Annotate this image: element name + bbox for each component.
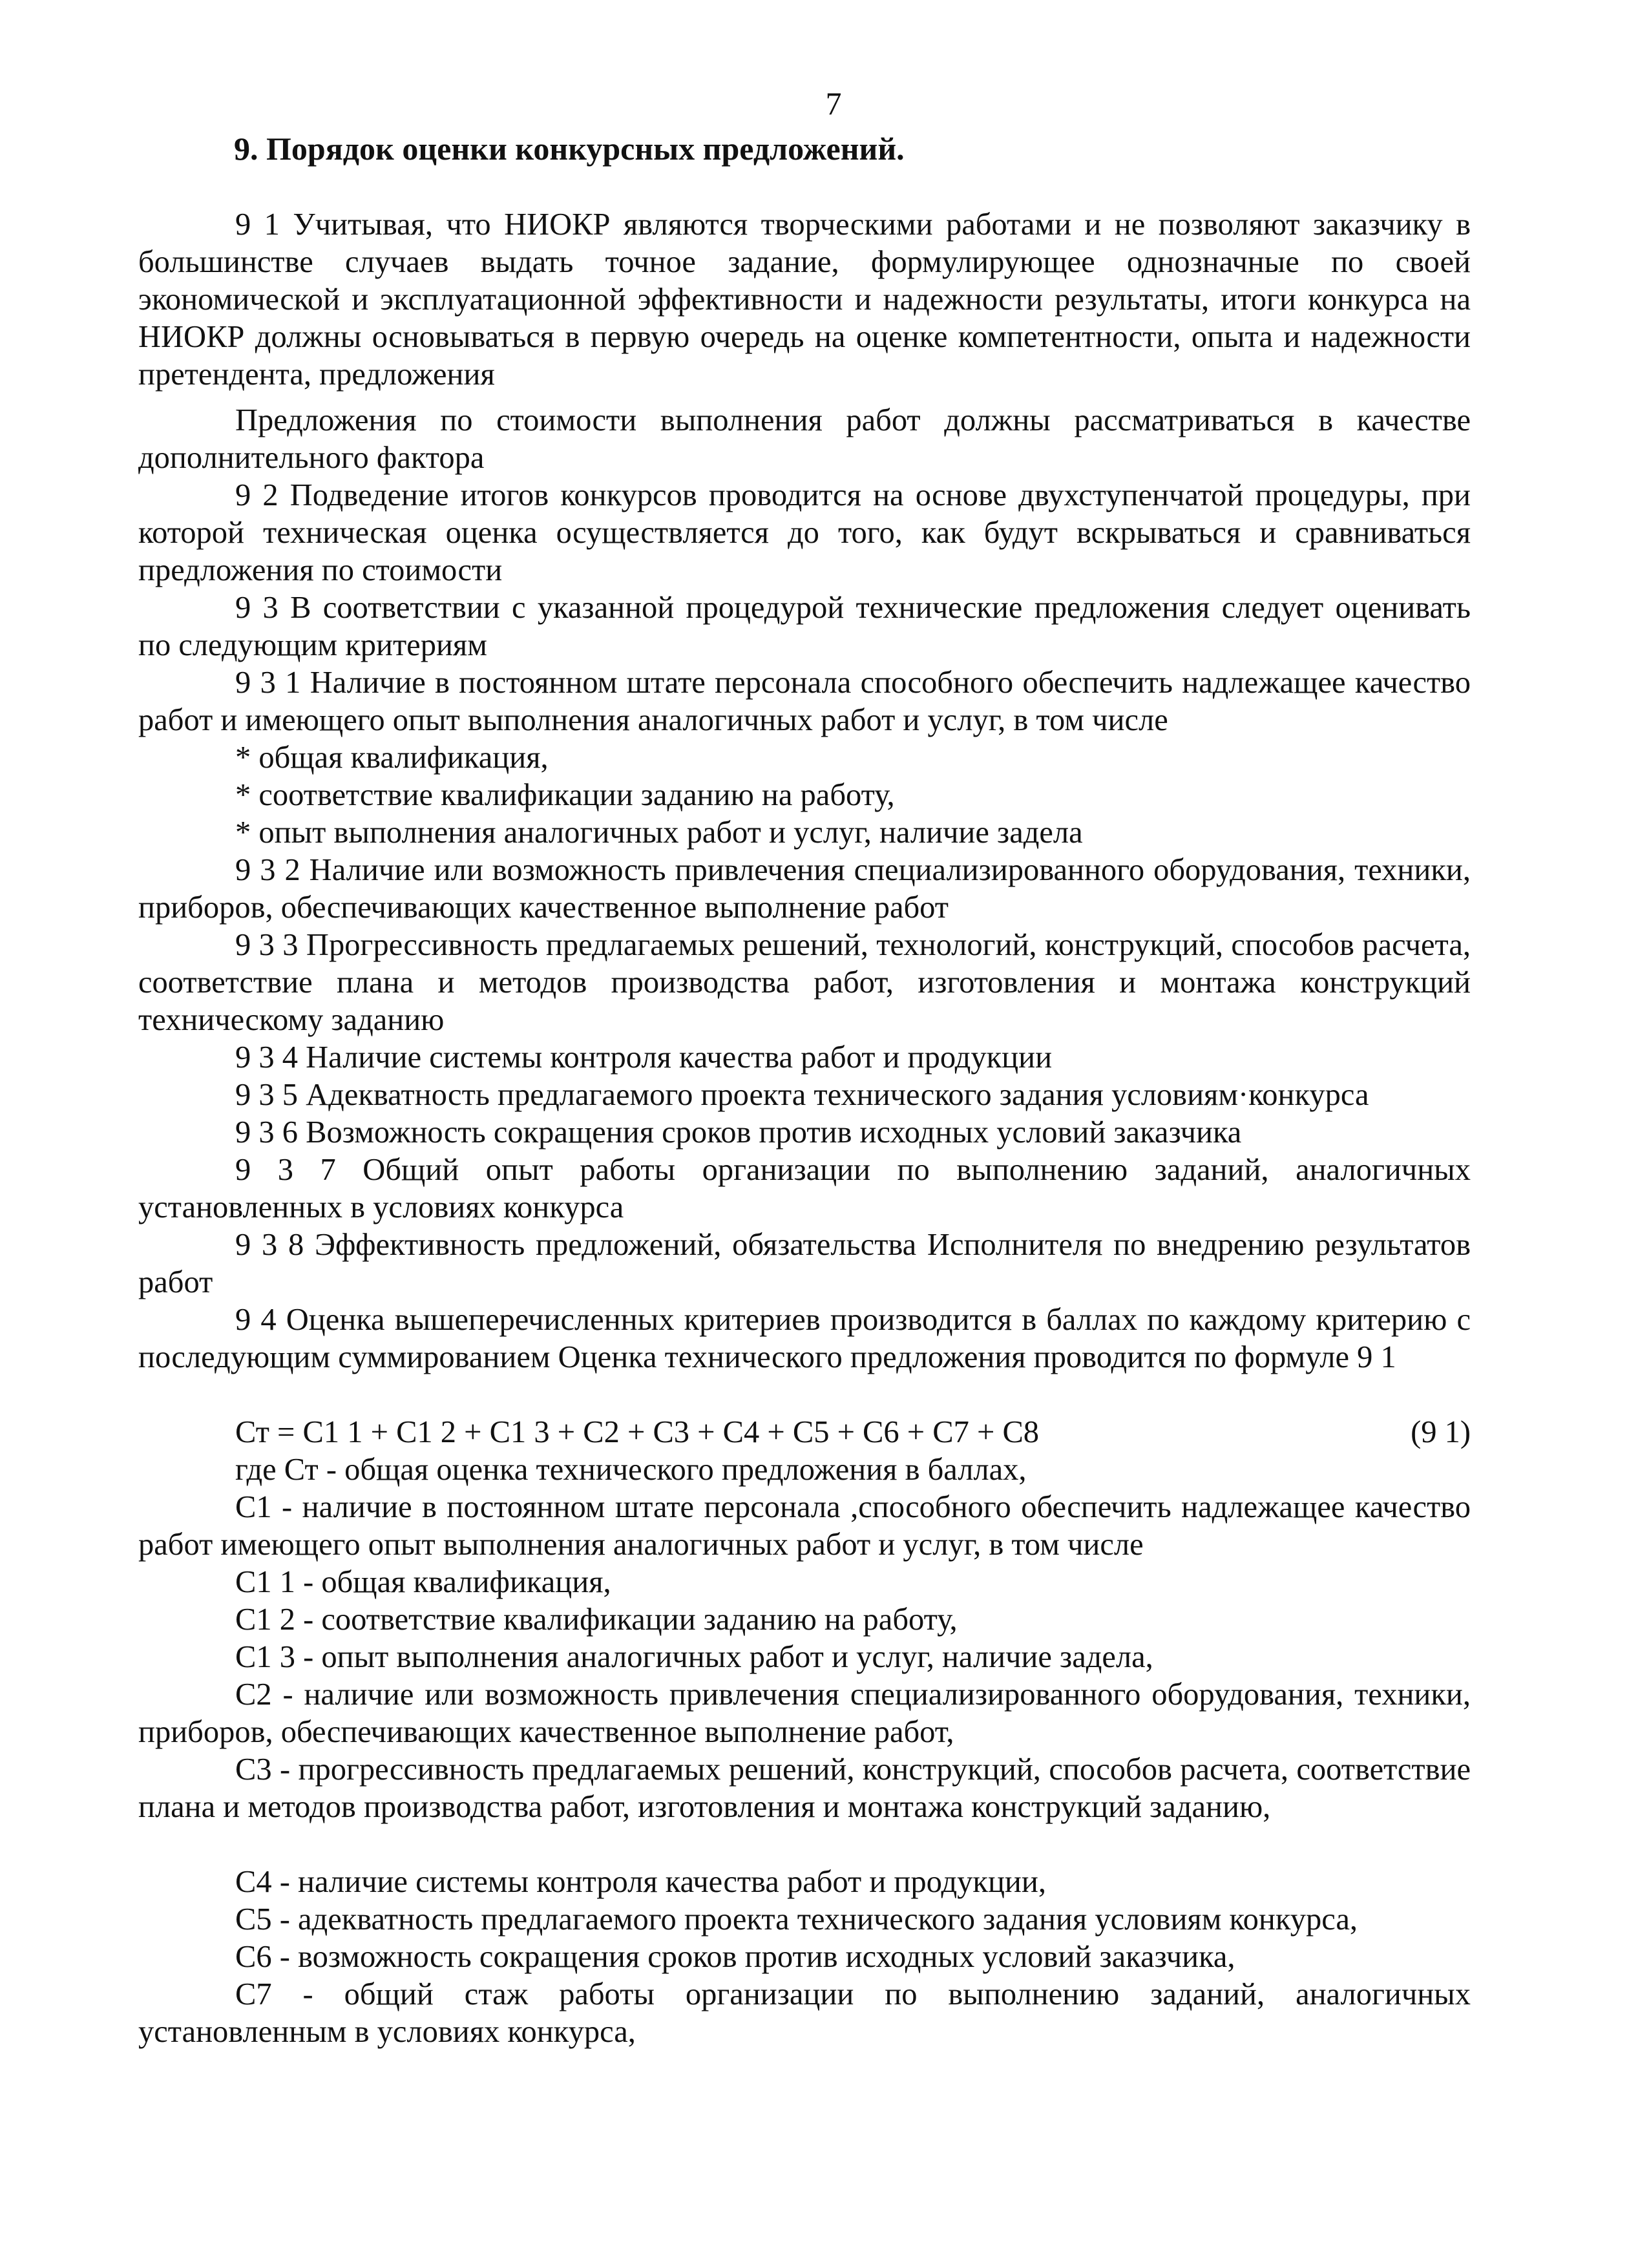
definition-c5: С5 - адекватность предлагаемого проекта технического задания условиям конкурса, xyxy=(235,1902,1358,1937)
section-heading: 9. Порядок оценки конкурсных предложений. xyxy=(234,131,905,167)
definition-c1: С1 - наличие в постоянном штате персонала ,способного обеспечить надлежащее качество работ имеющего опыт выполнения аналогичных работ и услуг, в том числе xyxy=(138,1490,1471,1562)
definition-c1-2: С1 2 - соответствие квалификации заданию на работу, xyxy=(235,1602,958,1637)
formula: Ст = С1 1 + С1 2 + С1 3 + С2 + С3 + С4 + С5 + С6 + С7 + С8 xyxy=(235,1415,1040,1449)
paragraph-9-1-cost: Предложения по стоимости выполнения работ должны рассматриваться в качестве дополнительного фактора xyxy=(138,403,1471,475)
paragraph-9-3-6: 9 3 6 Возможность сокращения сроков против исходных условий заказчика xyxy=(235,1115,1242,1150)
list-item: * общая квалификация, xyxy=(235,740,549,775)
paragraph-9-3-2: 9 3 2 Наличие или возможность привлечения специализированного оборудования, техники, приборов, обеспечивающих качественное выполнение работ xyxy=(138,853,1471,925)
paragraph-9-3-8: 9 3 8 Эффективность предложений, обязательства Исполнителя по внедрению результатов работ xyxy=(138,1228,1471,1299)
formula-number: (9 1) xyxy=(1411,1415,1471,1449)
definition-c2: С2 - наличие или возможность привлечения специализированного оборудования, техники, приборов, обеспечивающих качественное выполнение работ, xyxy=(138,1677,1471,1749)
paragraph-9-3: 9 3 В соответствии с указанной процедурой технические предложения следует оценивать по следующим критериям xyxy=(138,591,1471,662)
definition-c6: С6 - возможность сокращения сроков против исходных условий заказчика, xyxy=(235,1940,1235,1974)
definition-ct: где Ст - общая оценка технического предложения в баллах, xyxy=(235,1453,1027,1487)
definition-c4: С4 - наличие системы контроля качества работ и продукции, xyxy=(235,1865,1046,1899)
paragraph-9-3-1: 9 3 1 Наличие в постоянном штате персонала способного обеспечить надлежащее качество работ и имеющего опыт выполнения аналогичных работ и услуг, в том числе xyxy=(138,666,1471,737)
paragraph-9-1: 9 1 Учитывая, что НИОКР являются творческими работами и не позволяют заказчику в большинстве случаев выдать точное задание, формулирующее однозначные по своей экономической и эксплуатационной эффективности и надежности результаты, итоги конкурса на НИОКР должны основываться в первую очередь на оценке компетентности, опыта и надежности претендента, предложения xyxy=(138,207,1471,392)
paragraph-9-2: 9 2 Подведение итогов конкурсов проводится на основе двухступенчатой процедуры, при которой техническая оценка осуществляется до того, как будут вскрываться и сравниваться предложения по стоимости xyxy=(138,478,1471,587)
page-number: 7 xyxy=(825,85,842,121)
paragraph-9-3-5: 9 3 5 Адекватность предлагаемого проекта технического задания условиям·конкурса xyxy=(235,1078,1369,1112)
definition-c7: С7 - общий стаж работы организации по выполнению заданий, аналогичных установленным в условиях конкурса, xyxy=(138,1977,1471,2049)
paragraph-9-3-4: 9 3 4 Наличие системы контроля качества работ и продукции xyxy=(235,1040,1053,1075)
definition-c1-3: С1 3 - опыт выполнения аналогичных работ и услуг, наличие задела, xyxy=(235,1640,1153,1674)
paragraph-9-3-3: 9 3 3 Прогрессивность предлагаемых решений, технологий, конструкций, способов расчета, соответствие плана и методов производства работ, изготовления и монтажа конструкций техническому заданию xyxy=(138,928,1471,1037)
formula-row xyxy=(138,1414,1471,1451)
paragraph-9-3-7: 9 3 7 Общий опыт работы организации по выполнению заданий, аналогичных установленных в условиях конкурса xyxy=(138,1153,1471,1224)
definition-c1-1: С1 1 - общая квалификация, xyxy=(235,1565,611,1599)
paragraph-9-4: 9 4 Оценка вышеперечисленных критериев производится в баллах по каждому критерию с последующим суммированием Оценка технического предложения проводится по формуле 9 1 xyxy=(138,1303,1471,1374)
list-item: * соответствие квалификации заданию на работу, xyxy=(235,778,895,812)
definition-c3: С3 - прогрессивность предлагаемых решений, конструкций, способов расчета, соответствие плана и методов производства работ, изготовления и монтажа конструкций заданию, xyxy=(138,1752,1471,1824)
list-item: * опыт выполнения аналогичных работ и услуг, наличие задела xyxy=(235,815,1083,850)
